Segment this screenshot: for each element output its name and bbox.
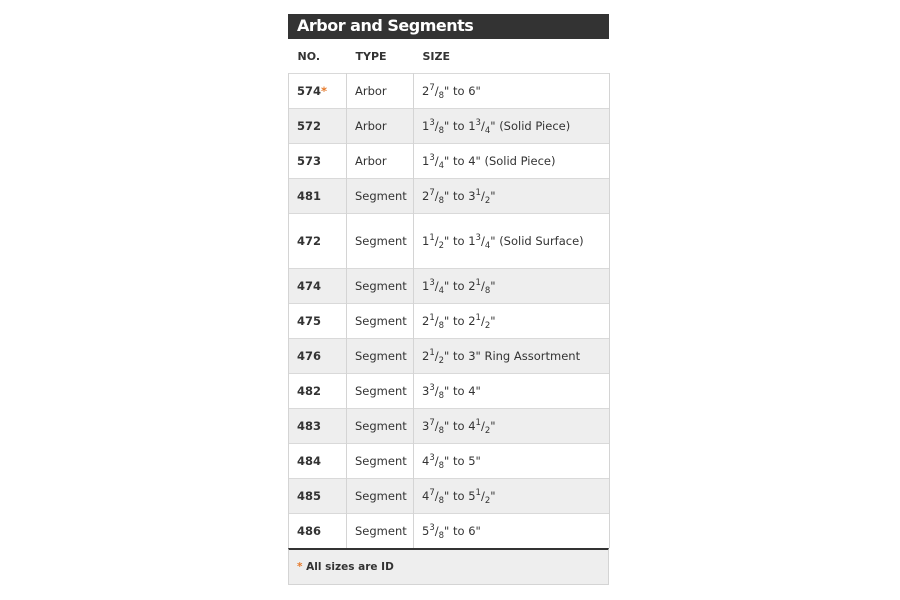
table-row (289, 179, 610, 214)
cell-type: Segment (347, 304, 414, 339)
cell-no: 486 (289, 514, 347, 549)
table-row (289, 144, 610, 179)
cell-type: Segment (347, 339, 414, 374)
table-header-row (289, 39, 610, 74)
cell-type: Segment (347, 514, 414, 549)
cell-size: $1^3/_4$" to 4" (Solid Piece) (414, 144, 610, 179)
cell-size: $2^1/_8$" to $2^1/_2$" (414, 304, 610, 339)
table-row (289, 479, 610, 514)
cell-type: Arbor (347, 74, 414, 109)
cell-type: Arbor (347, 144, 414, 179)
arbor-segments-table-container (288, 14, 609, 585)
cell-no: 475 (289, 304, 347, 339)
cell-no: 482 (289, 374, 347, 409)
cell-size: $5^3/_8$" to 6" (414, 514, 610, 549)
cell-size: $3^7/_8$" to $4^1/_2$" (414, 409, 610, 444)
cell-type: Segment (347, 214, 414, 269)
cell-type: Segment (347, 269, 414, 304)
cell-type: Segment (347, 179, 414, 214)
cell-size: $2^7/_8$" to 6" (414, 74, 610, 109)
table-row (289, 269, 610, 304)
cell-no: 572 (289, 109, 347, 144)
table-row (289, 374, 610, 409)
cell-no: 472 (289, 214, 347, 269)
cell-size: $4^7/_8$" to $5^1/_2$" (414, 479, 610, 514)
table-row (289, 304, 610, 339)
asterisk-marker: * (321, 83, 328, 98)
table-title: Arbor and Segments (288, 14, 609, 39)
cell-no: 485 (289, 479, 347, 514)
cell-no: 484 (289, 444, 347, 479)
cell-no: 474 (289, 269, 347, 304)
table-row (289, 409, 610, 444)
cell-type: Arbor (347, 109, 414, 144)
header-type: TYPE (355, 49, 387, 63)
table-row (289, 74, 610, 109)
cell-size: $1^3/_8$" to $1^3/_4$" (Solid Piece) (414, 109, 610, 144)
table-row (289, 444, 610, 479)
cell-size: $1^1/_2$" to $1^3/_4$" (Solid Surface) (414, 214, 610, 269)
cell-type: Segment (347, 479, 414, 514)
cell-no: 481 (289, 179, 347, 214)
cell-type: Segment (347, 374, 414, 409)
cell-no: 573 (289, 144, 347, 179)
cell-no: 574* (289, 74, 347, 109)
cell-size: $1^3/_4$" to $2^1/_8$" (414, 269, 610, 304)
footer-asterisk: * (297, 561, 303, 573)
cell-type: Segment (347, 444, 414, 479)
cell-no: 483 (289, 409, 347, 444)
table-row (289, 214, 610, 269)
footer-note-text: All sizes are ID (306, 561, 394, 573)
cell-size: $2^1/_2$" to 3" Ring Assortment (414, 339, 610, 374)
table-body (289, 74, 610, 549)
cell-no: 476 (289, 339, 347, 374)
table-row (289, 109, 610, 144)
cell-size: $3^3/_8$" to 4" (414, 374, 610, 409)
cell-size: $4^3/_8$" to 5" (414, 444, 610, 479)
cell-size: $2^7/_8$" to $3^1/_2$" (414, 179, 610, 214)
arbor-segments-table (288, 39, 610, 548)
table-row (289, 339, 610, 374)
header-no: NO. (297, 49, 320, 63)
table-footer-note (288, 548, 609, 585)
cell-type: Segment (347, 409, 414, 444)
header-size: SIZE (422, 49, 451, 63)
table-row (289, 514, 610, 549)
